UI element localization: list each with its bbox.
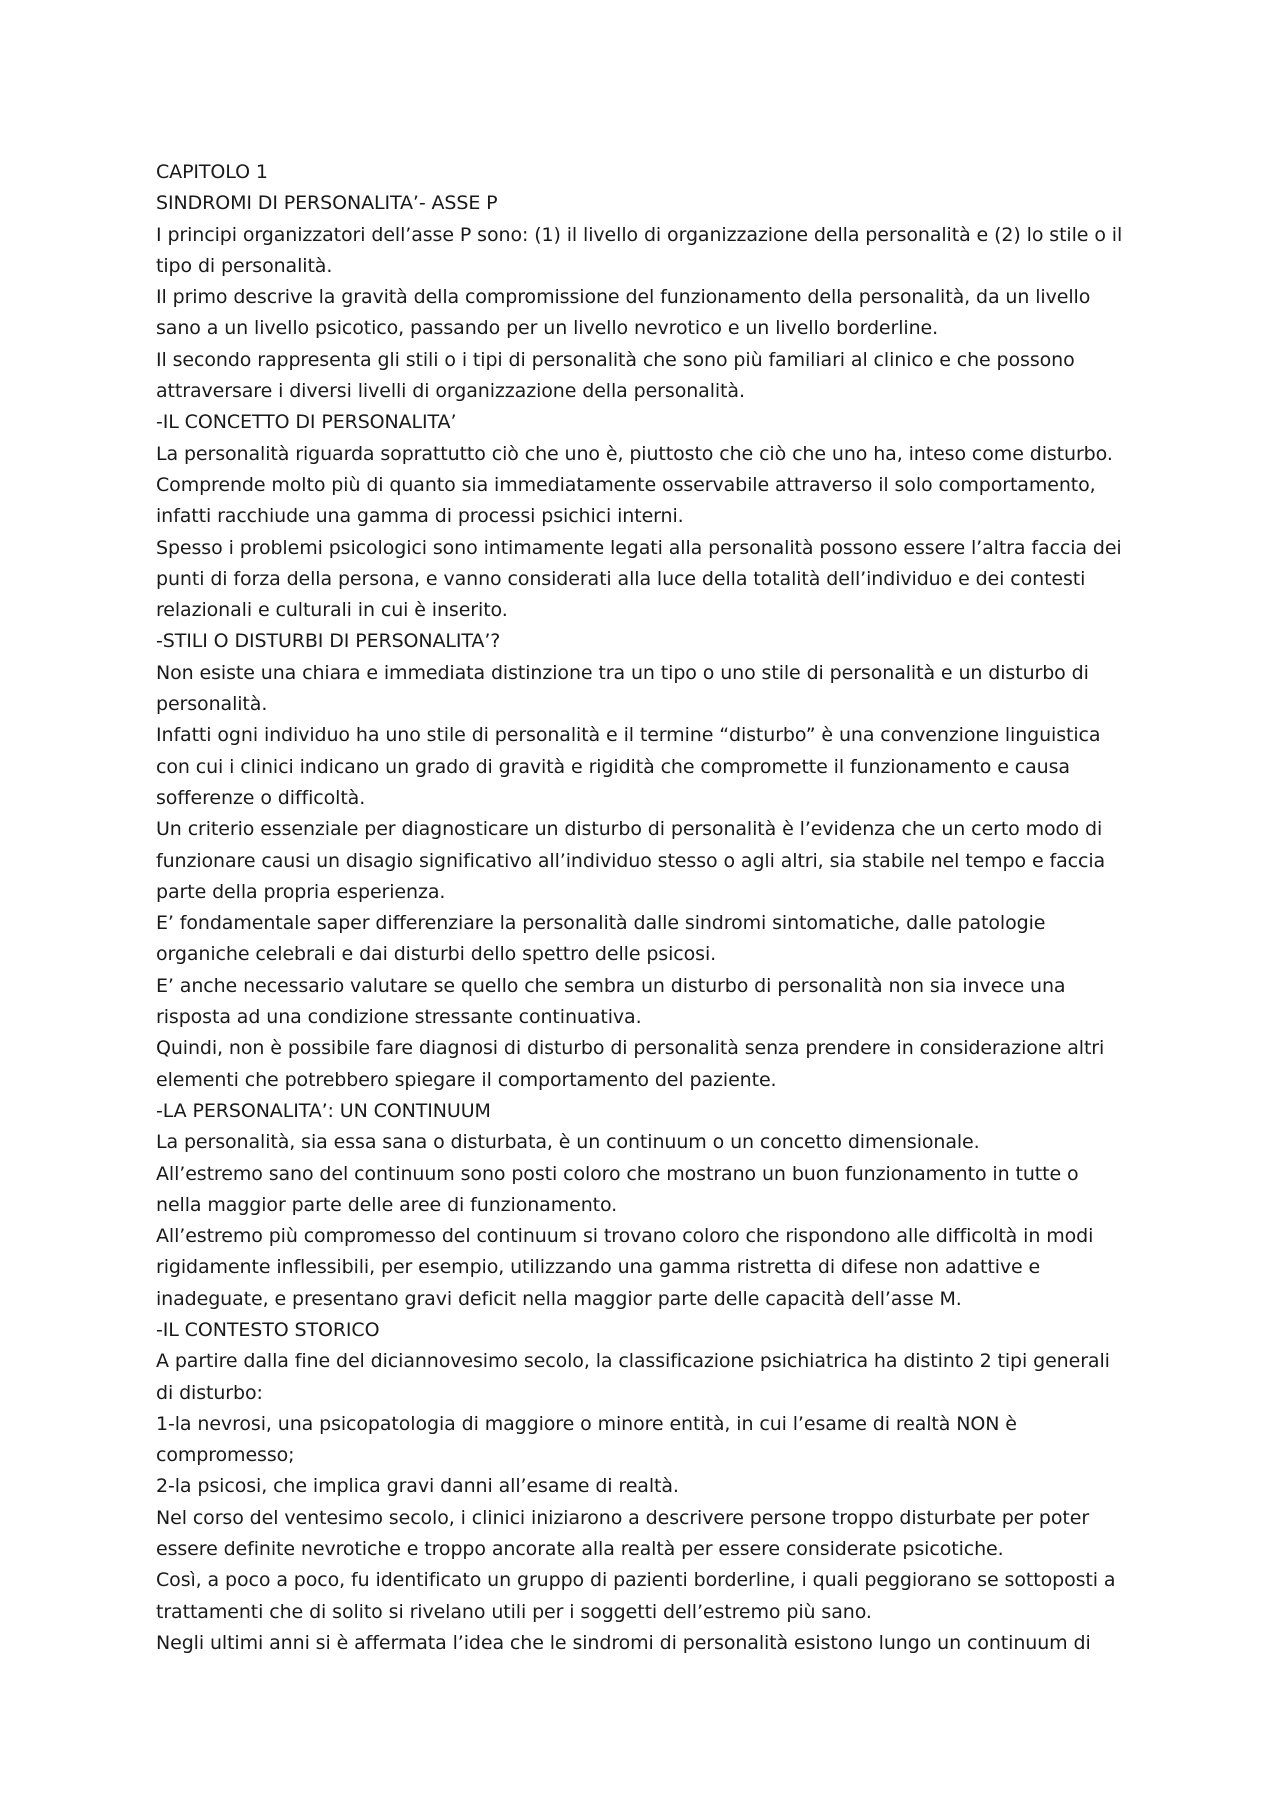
paragraph: All’estremo più compromesso del continuum si trovano coloro che rispondono alle difficoltà in modi rigidamente inflessibili, per esempio, utilizzando una gamma ristretta di difese non adattive e inadeguate, e presentano gravi deficit nella maggior parte delle capacità dell’asse M. <box>156 1225 1094 1310</box>
section-heading: -LA PERSONALITA’: UN CONTINUUM <box>156 1099 491 1122</box>
paragraph: A partire dalla fine del diciannovesimo secolo, la classificazione psichiatrica ha distinto 2 tipi generali di disturbo: <box>156 1350 1110 1404</box>
paragraph: Spesso i problemi psicologici sono intimamente legati alla personalità possono essere l’altra faccia dei punti di forza della persona, e vanno considerati alla luce della totalità dell’individuo e dei contesti relazionali e culturali in cui è inserito. <box>156 536 1122 622</box>
document-title: SINDROMI DI PERSONALITA’- ASSE P <box>156 192 498 215</box>
list-item: 1-la nevrosi, una psicopatologia di maggiore o minore entità, in cui l’esame di realtà NON è compromesso; <box>156 1412 1017 1467</box>
paragraph: I principi organizzatori dell’asse P sono: (1) il livello di organizzazione della personalità e (2) lo stile o il tipo di personalità. <box>156 223 1123 277</box>
paragraph: E’ anche necessario valutare se quello che sembra un disturbo di personalità non sia invece una risposta ad una condizione stressante continuativa. <box>156 974 1066 1029</box>
paragraph: E’ fondamentale saper differenziare la personalità dalle sindromi sintomatiche, dalle patologie organiche celebrali e dai disturbi dello spettro delle psicosi. <box>156 912 1046 966</box>
paragraph: Negli ultimi anni si è affermata l’idea che le sindromi di personalità esistono lungo un continuum di <box>156 1631 1091 1654</box>
list-item: 2-la psicosi, che implica gravi danni all’esame di realtà. <box>156 1475 679 1498</box>
paragraph: La personalità, sia essa sana o disturbata, è un continuum o un concetto dimensionale. <box>156 1131 980 1154</box>
paragraph: Il primo descrive la gravità della compromissione del funzionamento della personalità, da un livello sano a un livello psicotico, passando per un livello nevrotico e un livello borderline. <box>156 286 1091 340</box>
paragraph: Così, a poco a poco, fu identificato un gruppo di pazienti borderline, i quali peggiorano se sottoposti a trattamenti che di solito si rivelano utili per i soggetti dell’estremo più sano. <box>156 1569 1116 1623</box>
paragraph: Non esiste una chiara e immediata distinzione tra un tipo o uno stile di personalità e un disturbo di personalità. <box>156 661 1089 716</box>
section-heading: -STILI O DISTURBI DI PERSONALITA’? <box>156 630 501 653</box>
chapter-heading: CAPITOLO 1 <box>156 161 268 183</box>
paragraph: Nel corso del ventesimo secolo, i clinici iniziarono a descrivere persone troppo disturbate per poter essere definite nevrotiche e troppo ancorate alla realtà per essere considerate psicotiche. <box>156 1506 1090 1561</box>
paragraph: Quindi, non è possibile fare diagnosi di disturbo di personalità senza prendere in considerazione altri elementi che potrebbero spiegare il comportamento del paziente. <box>156 1037 1105 1091</box>
paragraph: Il secondo rappresenta gli stili o i tipi di personalità che sono più familiari al clinico e che possono attraversare i diversi livelli di organizzazione della personalità. <box>156 348 1075 403</box>
paragraph: La personalità riguarda soprattutto ciò che uno è, piuttosto che ciò che uno ha, inteso come disturbo. Comprende molto più di quanto sia immediatamente osservabile attraverso il solo comportamento, infatti racchiude una gamma di processi psichici interni. <box>156 442 1113 528</box>
paragraph: Un criterio essenziale per diagnosticare un disturbo di personalità è l’evidenza che un certo modo di funzionare causi un disagio significativo all’individuo stesso o agli altri, sia stabile nel tempo e faccia parte della propria esperienza. <box>156 818 1106 903</box>
document-body <box>156 157 1126 1659</box>
paragraph: All’estremo sano del continuum sono posti coloro che mostrano un buon funzionamento in tutte o nella maggior parte delle aree di funzionamento. <box>156 1162 1079 1216</box>
section-heading: -IL CONCETTO DI PERSONALITA’ <box>156 411 457 434</box>
paragraph: Infatti ogni individuo ha uno stile di personalità e il termine “disturbo” è una convenzione linguistica con cui i clinici indicano un grado di gravità e rigidità che compromette il funzionamento e causa sofferenze o difficoltà. <box>156 724 1101 809</box>
section-heading: -IL CONTESTO STORICO <box>156 1318 380 1341</box>
